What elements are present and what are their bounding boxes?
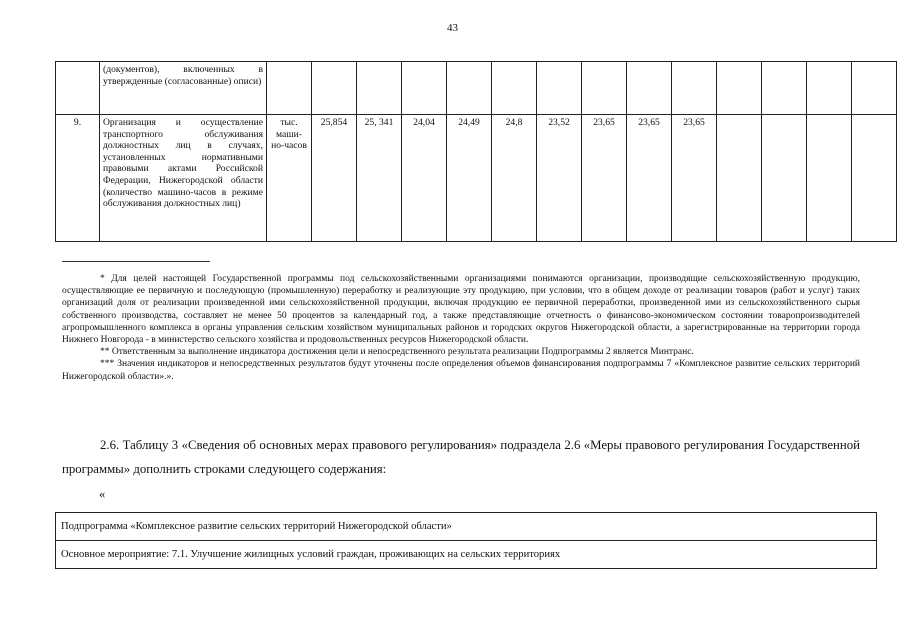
value-cell: [807, 62, 852, 115]
value-cell: [582, 62, 627, 115]
table-row: [56, 541, 877, 569]
value-cell: [852, 62, 897, 115]
value-cell: 25, 341: [357, 115, 402, 242]
value-cell: 23,65: [672, 115, 717, 242]
value-cell: 23,65: [582, 115, 627, 242]
footnote: * Для целей настоящей Государственной программы под сельскохозяйственными организациями понимаются организации, производящие сельскохозяйственную продукцию, осуществляющие ее первичную и последующую (промышленную) переработку и реализующие эту продукцию, при условии, что в общем доходе от реализации товаров (работ и услуг) таких организаций доля от реализации произведенной ими сельскохозяйственной продукции, включая продукцию ее первичной переработки, произведенной ими из сельскохозяйственного сырья собственного производства, составляет не менее 50 процентов за календарный год, а также представляющие отчетность о финансово-экономическом состоянии товаропроизводителей агропромышленного комплекса в органы управления сельским хозяйством муниципальных районов и городских округов Нижегородской области, а зарегистрированные на территории города Нижнего Новгорода - в министерство сельского хозяйства и продовольственных ресурсов Нижегородской области.: [62, 274, 860, 346]
indicator-name: (документов), включенных в утвержденные (согласованные) описи): [100, 62, 267, 115]
value-cell: [762, 62, 807, 115]
value-cell: [852, 115, 897, 242]
value-cell: 23,52: [537, 115, 582, 242]
indicator-name: Организация и осуществление транспортного обслуживания должностных лиц в случаях, установленных нормативными правовыми актами Российской Федерации, Нижегородской области (количество машино-часов в режиме обслуживания должностных лиц): [100, 115, 267, 242]
value-cell: [717, 62, 762, 115]
indicators-table: [55, 61, 897, 242]
value-cell: 24,8: [492, 115, 537, 242]
value-cell: [357, 62, 402, 115]
footnote: ** Ответственным за выполнение индикатора достижения цели и непосредственного результата реализации Подпрограммы 2 является Минтранс.: [100, 347, 694, 358]
value-cell: [492, 62, 537, 115]
value-cell: [447, 62, 492, 115]
footnotes: [62, 273, 860, 383]
value-cell: [807, 115, 852, 242]
main-activity-row: Основное мероприятие: 7.1. Улучшение жилищных условий граждан, проживающих на сельских территориях: [56, 541, 877, 569]
body-paragraph: 2.6. Таблицу 3 «Сведения об основных мерах правового регулирования» подраздела 2.6 «Меры правового регулирования Государственной программы» дополнить строками следующего содержания:: [62, 438, 860, 476]
unit-cell: тыс. маши-но-часов: [267, 115, 312, 242]
table-row: [56, 513, 877, 541]
value-cell: 24,04: [402, 115, 447, 242]
footnote: *** Значения индикаторов и непосредственных результатов будут уточнены после определения объемов финансирования подпрограммы 7 «Комплексное развитие сельских территорий Нижегородской области».».: [62, 359, 860, 382]
row-number: 9.: [56, 115, 100, 242]
table-row: [56, 62, 897, 115]
legal-measures-table: [55, 512, 877, 569]
value-cell: [312, 62, 357, 115]
subprogram-row: Подпрограмма «Комплексное развитие сельских территорий Нижегородской области»: [56, 513, 877, 541]
value-cell: [717, 115, 762, 242]
value-cell: [402, 62, 447, 115]
value-cell: [672, 62, 717, 115]
value-cell: [627, 62, 672, 115]
value-cell: 23,65: [627, 115, 672, 242]
unit-cell: [267, 62, 312, 115]
footnote-divider: [62, 261, 210, 262]
value-cell: 25,854: [312, 115, 357, 242]
value-cell: [762, 115, 807, 242]
value-cell: 24,49: [447, 115, 492, 242]
body-paragraph-block: [62, 433, 860, 481]
value-cell: [537, 62, 582, 115]
opening-quote: «: [99, 487, 106, 501]
table-row: [56, 115, 897, 242]
row-number: [56, 62, 100, 115]
page-number: 43: [447, 22, 458, 34]
